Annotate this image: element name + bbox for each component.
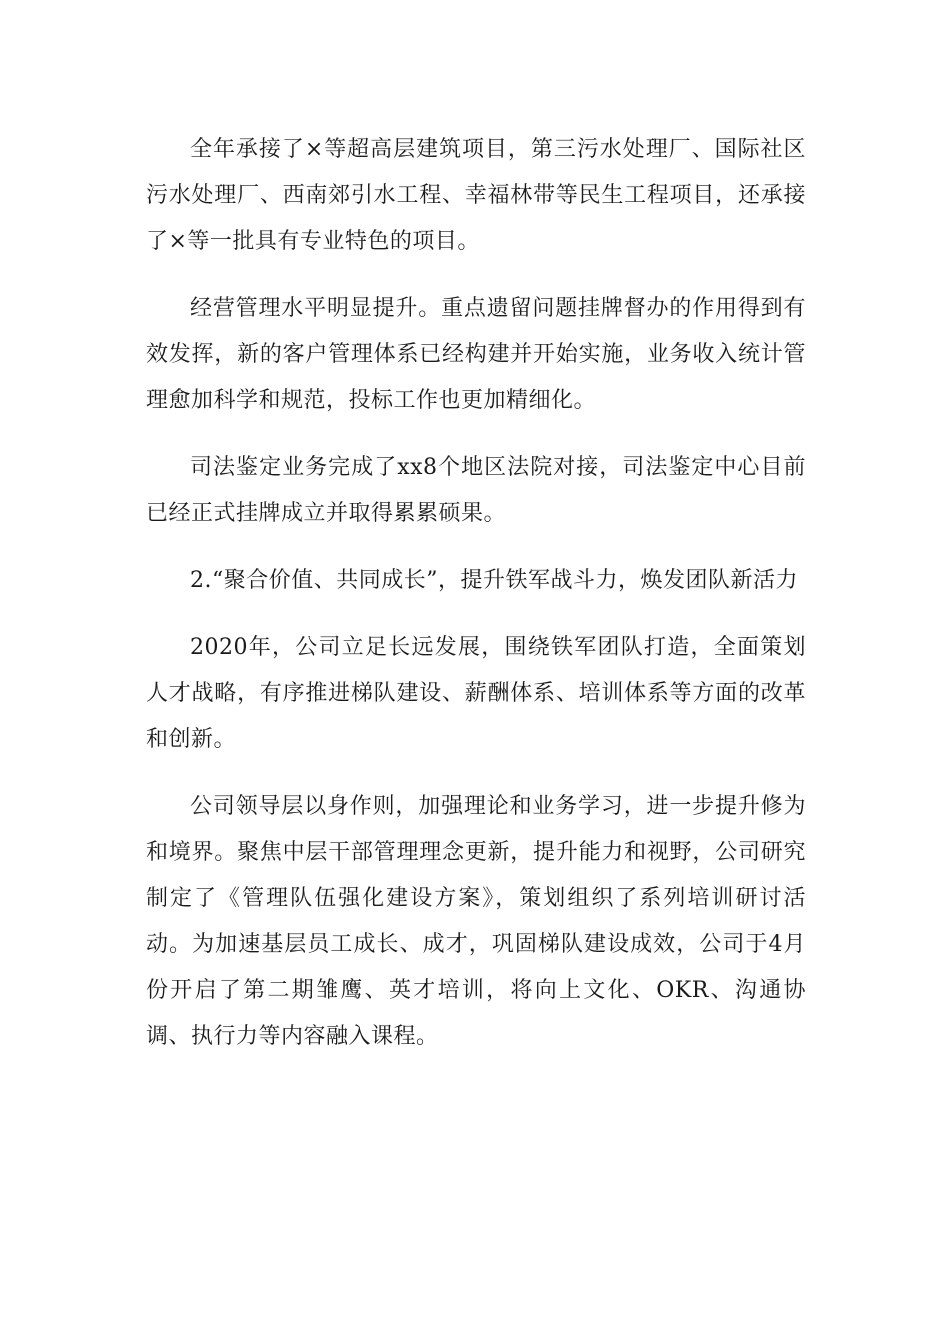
document-body <box>146 127 806 1081</box>
paragraph-judicial: 司法鉴定业务完成了xx8个地区法院对接，司法鉴定中心目前已经正式挂牌成立并取得累累硕果。 <box>146 455 806 526</box>
paragraph-training: 公司领导层以身作则，加强理论和业务学习，进一步提升修为和境界。聚焦中层干部管理理念更新，提升能力和视野，公司研究制定了《管理队伍强化建设方案》，策划组织了系列培训研讨活动。为加速基层员工成长、成才，巩固梯队建设成效，公司于4月份开启了第二期雏鹰、英才培训，将向上文化、OKR、沟通协调、执行力等内容融入课程。 <box>146 794 806 1049</box>
paragraph-projects: 全年承接了×等超高层建筑项目，第三污水处理厂、国际社区污水处理厂、西南郊引水工程、幸福林带等民生工程项目，还承接了×等一批具有专业特色的项目。 <box>146 137 806 254</box>
section-heading: 2.“聚合价值、共同成长”，提升铁军战斗力，焕发团队新活力 <box>190 568 798 593</box>
paragraph-management: 经营管理水平明显提升。重点遗留问题挂牌督办的作用得到有效发挥，新的客户管理体系已经构建并开始实施，业务收入统计管理愈加科学和规范，投标工作也更加精细化。 <box>146 296 806 413</box>
paragraph-strategy: 2020年，公司立足长远发展，围绕铁军团队打造，全面策划人才战略，有序推进梯队建设、薪酬体系、培训体系等方面的改革和创新。 <box>146 635 806 752</box>
